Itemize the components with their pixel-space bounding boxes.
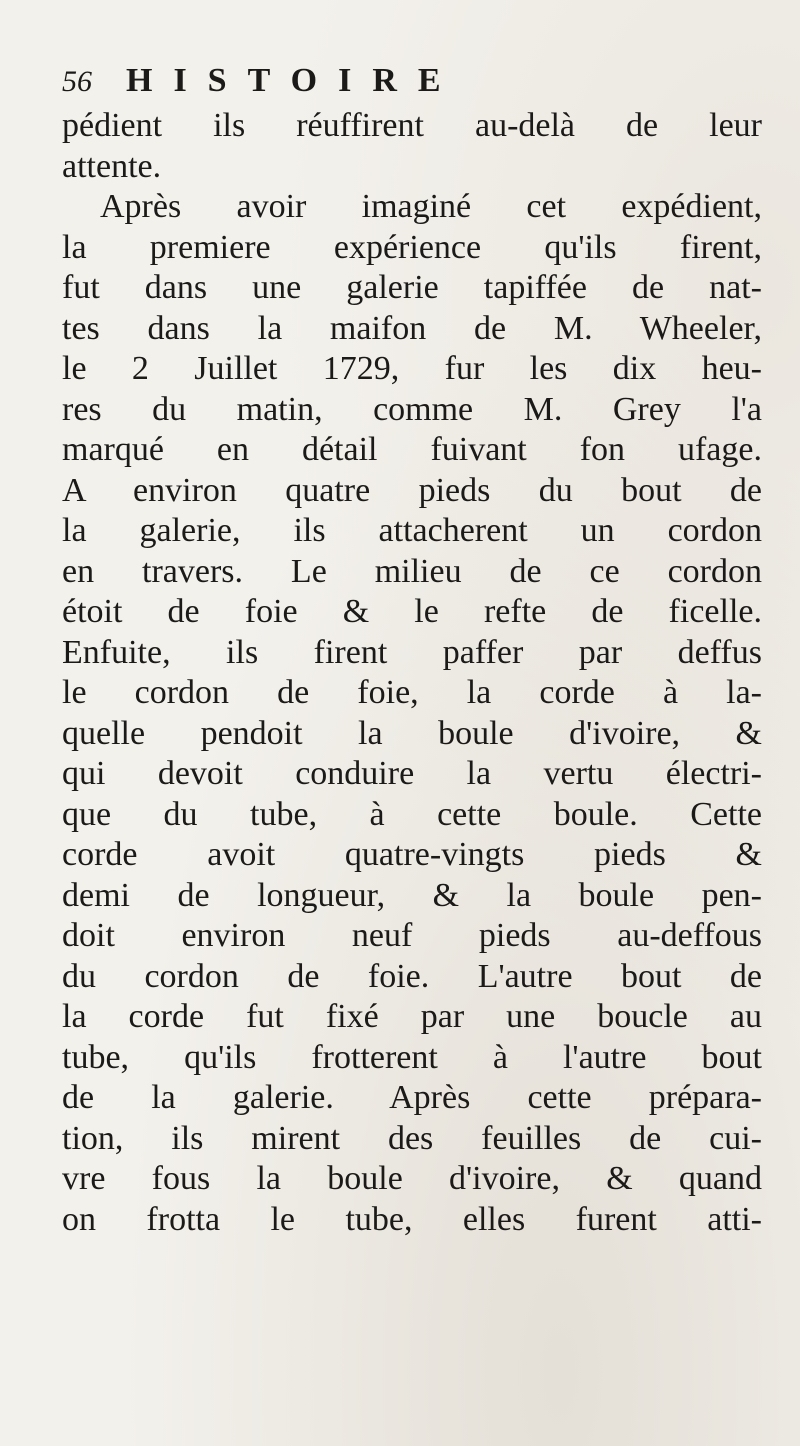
body-text [62, 106, 762, 1240]
text-line: Après avoir imaginé cet expédient, [100, 188, 762, 225]
text-line: fut dans une galerie tapiffée de nat- [62, 269, 762, 306]
text-line: Enfuite, ils firent paffer par deffus [62, 633, 762, 671]
text-line: vre fous la boule d'ivoire, & quand [62, 1160, 762, 1197]
text-line: en travers. Le milieu de ce cordon [62, 552, 762, 590]
text-line: la premiere expérience qu'ils firent, [62, 228, 762, 266]
text-line: tion, ils mirent des feuilles de cui- [62, 1119, 762, 1157]
page-number: 56 [62, 65, 92, 98]
text-line: qui devoit conduire la vertu électri- [62, 755, 762, 792]
text-line: demi de longueur, & la boule pen- [62, 876, 762, 914]
text-line: res du matin, comme M. Grey l'a [62, 390, 762, 428]
text-line: marqué en détail fuivant fon ufage. [62, 431, 762, 468]
running-head: HISTOIRE [126, 62, 462, 99]
text-line: corde avoit quatre-vingts pieds & [62, 836, 762, 873]
text-line: que du tube, à cette boule. Cette [62, 795, 762, 833]
text-line: le 2 Juillet 1729, fur les dix heu- [62, 350, 762, 387]
text-line: le cordon de foie, la corde à la- [62, 674, 762, 711]
text-line: doit environ neuf pieds au-deffous [62, 917, 762, 954]
text-line: A environ quatre pieds du bout de [62, 471, 762, 509]
text-line: tube, qu'ils frotterent à l'autre bout [62, 1038, 762, 1076]
text-line: du cordon de foie. L'autre bout de [62, 957, 762, 995]
text-line: quelle pendoit la boule d'ivoire, & [62, 714, 762, 752]
text-line: tes dans la maifon de M. Wheeler, [62, 309, 762, 347]
text-line: étoit de foie & le refte de ficelle. [62, 593, 762, 630]
page-header [62, 62, 462, 102]
text-line: on frotta le tube, elles furent atti- [62, 1200, 762, 1238]
text-line: la corde fut fixé par une boucle au [62, 998, 762, 1035]
text-line: la galerie, ils attacherent un cordon [62, 512, 762, 549]
text-line: attente. [62, 147, 162, 185]
text-line: pédient ils réuffirent au-delà de leur [62, 107, 762, 144]
text-line: de la galerie. Après cette prépara- [62, 1079, 762, 1116]
